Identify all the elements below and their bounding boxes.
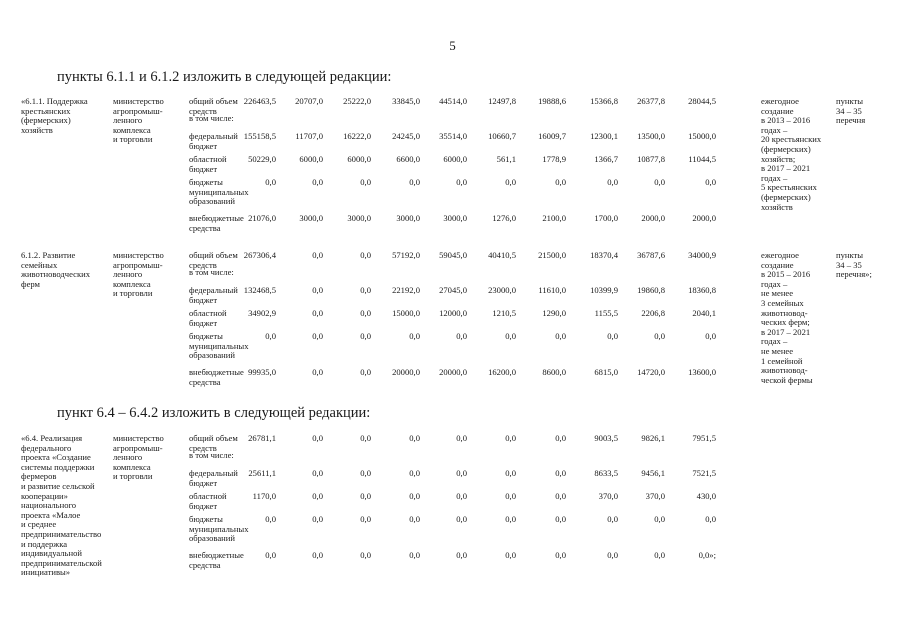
funding-value: 26377,8 — [637, 96, 665, 106]
funding-value: 0,0 — [505, 177, 516, 187]
funding-value: 0,0 — [505, 433, 516, 443]
funding-value: 0,0 — [409, 468, 420, 478]
funding-value: 0,0 — [654, 514, 665, 524]
expected-result: ежегодное создание в 2013 – 2016 годах – 20 крестьянских (фермерских) хозяйств; в 2017 – 2021 годах – 5 крестьянских (фермерских) хозяйств — [761, 96, 822, 212]
funding-value: 0,0 — [265, 514, 276, 524]
funding-source: бюджеты муниципальных образований — [189, 514, 249, 544]
funding-value: 16009,7 — [538, 131, 566, 141]
funding-value: 19888,6 — [538, 96, 566, 106]
funding-source: федеральный бюджет — [189, 285, 238, 305]
funding-value: 28044,5 — [688, 96, 716, 106]
funding-value: 3000,0 — [347, 213, 371, 223]
funding-value: 155158,5 — [243, 131, 276, 141]
funding-value: 33845,0 — [392, 96, 420, 106]
funding-value: 20000,0 — [439, 367, 467, 377]
funding-source: в том числе: — [189, 267, 234, 277]
funding-value: 23000,0 — [488, 285, 516, 295]
funding-value: 0,0 — [312, 514, 323, 524]
funding-value: 0,0 — [312, 433, 323, 443]
funding-value: 44514,0 — [439, 96, 467, 106]
funding-value: 25611,1 — [248, 468, 276, 478]
funding-value: 1276,0 — [492, 213, 516, 223]
funding-value: 1366,7 — [594, 154, 618, 164]
funding-value: 10660,7 — [488, 131, 516, 141]
funding-value: 0,0 — [360, 514, 371, 524]
funding-value: 0,0 — [555, 468, 566, 478]
funding-value: 226463,5 — [243, 96, 276, 106]
related-indicators: пункты 34 – 35 перечня»; — [836, 250, 872, 280]
funding-source: внебюджетные средства — [189, 367, 244, 387]
funding-value: 3000,0 — [443, 213, 467, 223]
funding-value: 1700,0 — [594, 213, 618, 223]
funding-value: 12000,0 — [439, 308, 467, 318]
funding-value: 0,0 — [654, 331, 665, 341]
funding-value: 27045,0 — [439, 285, 467, 295]
funding-value: 34902,9 — [248, 308, 276, 318]
funding-value: 13600,0 — [688, 367, 716, 377]
funding-value: 0,0 — [505, 468, 516, 478]
funding-value: 9826,1 — [641, 433, 665, 443]
funding-source: областной бюджет — [189, 491, 227, 511]
funding-value: 16200,0 — [488, 367, 516, 377]
funding-value: 7951,5 — [692, 433, 716, 443]
funding-value: 18360,8 — [688, 285, 716, 295]
funding-value: 1778,9 — [542, 154, 566, 164]
funding-value: 8633,5 — [594, 468, 618, 478]
funding-value: 0,0 — [409, 550, 420, 560]
funding-source: областной бюджет — [189, 154, 227, 174]
funding-source: общий объем средств — [189, 250, 238, 270]
funding-value: 0,0 — [265, 331, 276, 341]
funding-source: в том числе: — [189, 113, 234, 123]
funding-value: 0,0 — [265, 550, 276, 560]
funding-value: 0,0 — [312, 285, 323, 295]
funding-value: 0,0 — [409, 491, 420, 501]
funding-value: 0,0 — [409, 331, 420, 341]
funding-value: 8600,0 — [542, 367, 566, 377]
funding-value: 0,0 — [555, 177, 566, 187]
funding-value: 0,0 — [705, 177, 716, 187]
funding-value: 22192,0 — [392, 285, 420, 295]
funding-value: 370,0 — [645, 491, 665, 501]
funding-value: 3000,0 — [299, 213, 323, 223]
funding-value: 0,0 — [555, 550, 566, 560]
funding-value: 6815,0 — [594, 367, 618, 377]
funding-value: 6600,0 — [396, 154, 420, 164]
funding-value: 0,0 — [312, 331, 323, 341]
funding-value: 0,0 — [360, 177, 371, 187]
executor: министерство агропромыш- ленного комплекса и торговли — [113, 96, 164, 145]
funding-value: 0,0 — [456, 331, 467, 341]
funding-value: 0,0 — [505, 491, 516, 501]
funding-value: 0,0 — [505, 550, 516, 560]
funding-value: 0,0 — [505, 514, 516, 524]
page-number: 5 — [449, 38, 456, 53]
related-indicators: пункты 34 – 35 перечня — [836, 96, 866, 126]
funding-value: 15000,0 — [688, 131, 716, 141]
funding-source: в том числе: — [189, 450, 234, 460]
funding-value: 0,0 — [555, 491, 566, 501]
funding-source: внебюджетные средства — [189, 550, 244, 570]
funding-value: 6000,0 — [299, 154, 323, 164]
funding-value: 14720,0 — [637, 367, 665, 377]
funding-value: 10877,8 — [637, 154, 665, 164]
heading-items-6-4: пункт 6.4 – 6.4.2 изложить в следующей редакции: — [57, 405, 371, 421]
funding-value: 99935,0 — [248, 367, 276, 377]
funding-value: 0,0 — [312, 468, 323, 478]
funding-value: 20707,0 — [295, 96, 323, 106]
funding-value: 6000,0 — [443, 154, 467, 164]
funding-value: 9456,1 — [641, 468, 665, 478]
funding-value: 430,0 — [696, 491, 716, 501]
funding-value: 0,0 — [555, 514, 566, 524]
funding-source: бюджеты муниципальных образований — [189, 177, 249, 207]
funding-value: 11044,5 — [688, 154, 716, 164]
funding-value: 0,0 — [360, 468, 371, 478]
measure-name: «6.4. Реализация федерального проекта «Создание системы поддержки фермеров и развитие сельской кооперации» национального проекта «Малое и среднее предпринимательство и поддержка индивидуальной предпринимательской инициативы» — [21, 433, 102, 578]
funding-value: 0,0 — [456, 550, 467, 560]
funding-value: 35514,0 — [439, 131, 467, 141]
funding-source: бюджеты муниципальных образований — [189, 331, 249, 361]
funding-value: 25222,0 — [343, 96, 371, 106]
funding-value: 1155,5 — [594, 308, 618, 318]
funding-value: 0,0 — [555, 331, 566, 341]
funding-value: 12300,1 — [590, 131, 618, 141]
funding-value: 0,0 — [456, 468, 467, 478]
funding-value: 0,0»; — [698, 550, 716, 560]
funding-value: 0,0 — [265, 177, 276, 187]
funding-value: 40410,5 — [488, 250, 516, 260]
funding-value: 2100,0 — [542, 213, 566, 223]
funding-value: 0,0 — [312, 367, 323, 377]
executor: министерство агропромыш- ленного комплекса и торговли — [113, 433, 164, 482]
funding-value: 21076,0 — [248, 213, 276, 223]
funding-value: 1290,0 — [542, 308, 566, 318]
funding-value: 0,0 — [456, 433, 467, 443]
funding-value: 7521,5 — [692, 468, 716, 478]
funding-value: 0,0 — [607, 514, 618, 524]
funding-value: 132468,5 — [243, 285, 276, 295]
funding-value: 0,0 — [705, 331, 716, 341]
funding-value: 0,0 — [360, 250, 371, 260]
funding-source: федеральный бюджет — [189, 468, 238, 488]
funding-value: 0,0 — [312, 308, 323, 318]
funding-value: 0,0 — [409, 514, 420, 524]
measure-name: 6.1.2. Развитие семейных животноводческих ферм — [21, 250, 91, 289]
funding-value: 15000,0 — [392, 308, 420, 318]
funding-value: 50229,0 — [248, 154, 276, 164]
funding-value: 0,0 — [409, 177, 420, 187]
funding-value: 2040,1 — [692, 308, 716, 318]
funding-value: 6000,0 — [347, 154, 371, 164]
funding-value: 0,0 — [360, 550, 371, 560]
funding-value: 0,0 — [607, 550, 618, 560]
funding-value: 0,0 — [456, 491, 467, 501]
funding-value: 24245,0 — [392, 131, 420, 141]
measure-name: «6.1.1. Поддержка крестьянских (фермерских) хозяйств — [21, 96, 88, 135]
funding-value: 21500,0 — [538, 250, 566, 260]
funding-source: областной бюджет — [189, 308, 227, 328]
funding-source: общий объем средств — [189, 433, 238, 453]
funding-source: внебюджетные средства — [189, 213, 244, 233]
funding-value: 12497,8 — [488, 96, 516, 106]
funding-value: 0,0 — [456, 514, 467, 524]
funding-value: 2000,0 — [641, 213, 665, 223]
funding-value: 18370,4 — [590, 250, 618, 260]
funding-value: 0,0 — [360, 308, 371, 318]
funding-value: 1210,5 — [492, 308, 516, 318]
funding-value: 1170,0 — [252, 491, 276, 501]
funding-value: 0,0 — [409, 433, 420, 443]
funding-value: 0,0 — [505, 331, 516, 341]
funding-value: 2000,0 — [692, 213, 716, 223]
funding-value: 0,0 — [360, 331, 371, 341]
funding-value: 0,0 — [360, 367, 371, 377]
funding-value: 19860,8 — [637, 285, 665, 295]
funding-value: 10399,9 — [590, 285, 618, 295]
funding-value: 0,0 — [607, 331, 618, 341]
funding-value: 34000,9 — [688, 250, 716, 260]
funding-value: 0,0 — [456, 177, 467, 187]
funding-value: 0,0 — [360, 433, 371, 443]
funding-value: 3000,0 — [396, 213, 420, 223]
funding-value: 0,0 — [654, 550, 665, 560]
funding-value: 15366,8 — [590, 96, 618, 106]
funding-value: 26781,1 — [248, 433, 276, 443]
funding-value: 36787,6 — [637, 250, 665, 260]
expected-result: ежегодное создание в 2015 – 2016 годах – не менее 3 семейных животновод- ческих ферм; в 2017 – 2021 годах – не менее 1 семейной животновод- ческой фермы — [761, 250, 813, 385]
funding-value: 2206,8 — [641, 308, 665, 318]
funding-value: 13500,0 — [637, 131, 665, 141]
funding-value: 11610,0 — [538, 285, 566, 295]
funding-source: общий объем средств — [189, 96, 238, 116]
executor: министерство агропромыш- ленного комплекса и торговли — [113, 250, 164, 299]
funding-value: 16222,0 — [343, 131, 371, 141]
funding-value: 0,0 — [312, 250, 323, 260]
funding-value: 0,0 — [312, 550, 323, 560]
heading-items-6-1-1-6-1-2: пункты 6.1.1 и 6.1.2 изложить в следующей редакции: — [57, 69, 392, 85]
funding-value: 267306,4 — [243, 250, 276, 260]
funding-value: 0,0 — [654, 177, 665, 187]
funding-value: 9003,5 — [594, 433, 618, 443]
funding-value: 0,0 — [705, 514, 716, 524]
funding-value: 0,0 — [555, 433, 566, 443]
funding-value: 57192,0 — [392, 250, 420, 260]
funding-value: 0,0 — [360, 285, 371, 295]
funding-source: федеральный бюджет — [189, 131, 238, 151]
funding-value: 0,0 — [360, 491, 371, 501]
funding-value: 0,0 — [312, 177, 323, 187]
funding-value: 59045,0 — [439, 250, 467, 260]
funding-value: 20000,0 — [392, 367, 420, 377]
funding-value: 370,0 — [598, 491, 618, 501]
funding-value: 11707,0 — [295, 131, 323, 141]
funding-value: 561,1 — [496, 154, 516, 164]
funding-value: 0,0 — [312, 491, 323, 501]
funding-value: 0,0 — [607, 177, 618, 187]
